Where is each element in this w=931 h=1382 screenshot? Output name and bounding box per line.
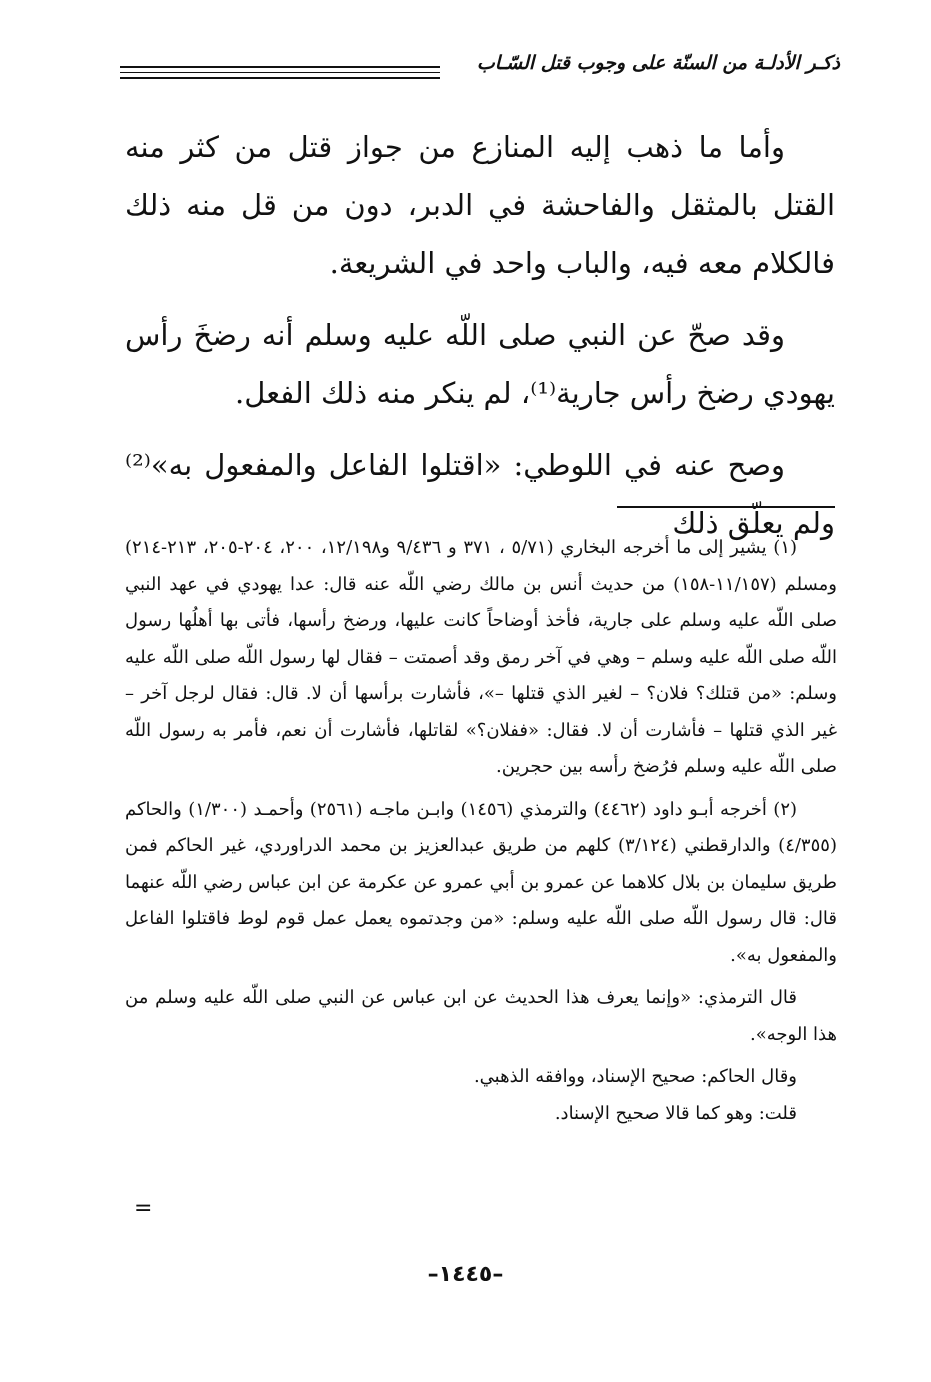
footnotes — [125, 530, 837, 1132]
header-rule — [120, 72, 440, 73]
footnote-1: (١) يشير إلى ما أخرجه البخاري (٥/٧١ ، ٣٧١ و ٩/٤٣٦ و١٢/١٩٨، ٢٠٠، ٢٠٤-٢٠٥، ٢١٣-٢١٤) ومسلم (١١/١٥٧-١٥٨) من حديث أنس بن مالك رضي اللّه عنه قال: عدا يهودي في عهد النبي صلى اللّه عليه وسلم على جارية، فأخذ أوضاحاً كانت عليها، ورضخ رأسها، فأتى بها أهلُها رسول اللّه صلى اللّه عليه وسلم – وهي في آخر رمق وقد أصمتت – فقال لها رسول اللّه صلى اللّه عليه وسلم: «من قتلك؟ فلان؟ – لغير الذي قتلها –»، فأشارت برأسها أن لا. قال: فقال لرجل آخر – غير الذي قتلها – فأشارت أن لا. فقال: «ففلان؟» لقاتلها، فأشارت أن نعم، فأمر به رسول اللّه صلى اللّه عليه وسلم فرُضخ رأسه بين حجرين. — [125, 537, 837, 777]
running-header-title: ذكـر الأدلـة من السنّة على وجوب قتل السّـاب — [476, 52, 840, 74]
footnote-hakim: وقال الحاكم: صحيح الإسناد، ووافقه الذهبي. — [473, 1066, 797, 1087]
footnote-2: (٢) أخرجه أبـو داود (٤٤٦٢) والترمذي (١٤٥٦) وابـن ماجـه (٢٥٦١) وأحمـد (١/٣٠٠) والحاكم (٤/٣٥٥) والدارقطني (٣/١٢٤) كلهم من طريق عبدالعزيز بن محمد الدراوردي، غير الحاكم فمن طريق سليمان بن بلال كلاهما عن عمرو بن أبي عمرو عن عكرمة عن ابن عباس رضي اللّه عنهما قال: قال رسول اللّه صلى اللّه عليه وسلم: «من وجدتموه يعمل عمل قوم لوط فاقتلوا الفاعل والمفعول به». — [125, 798, 837, 966]
header-rule — [120, 77, 440, 79]
footnote-tirmidhi: قال الترمذي: «وإنما يعرف هذا الحديث عن ابن عباس عن النبي صلى اللّه عليه وسلم من هذا الوجه». — [125, 987, 837, 1045]
main-paragraph-1: وأما ما ذهب إليه المنازع من جواز قتل من كثر منه القتل بالمثقل والفاحشة في الدبر، دون من قل منه ذلك فالكلام معه فيه، والباب واحد في الشريعة. — [125, 130, 835, 280]
footnote-separator — [617, 506, 835, 508]
main-text — [125, 118, 835, 552]
header-rule — [120, 66, 440, 68]
footnote-qultu: قلت: وهو كما قالا صحيح الإسناد. — [554, 1102, 797, 1124]
main-paragraph-3: وصح عنه في اللوطي: «اقتلوا الفاعل والمفعول به»⁽²⁾ ولم يعلّق ذلك — [125, 448, 835, 540]
running-header — [120, 48, 840, 88]
page-number: –١٤٤٥– — [427, 1262, 504, 1287]
main-paragraph-2: وقد صحّ عن النبي صلى اللّه عليه وسلم أنه رضخَ رأس يهودي رضخ رأس جارية⁽¹⁾، لم ينكر منه ذلك الفعل. — [125, 318, 835, 410]
continuation-mark: = — [134, 1196, 153, 1221]
